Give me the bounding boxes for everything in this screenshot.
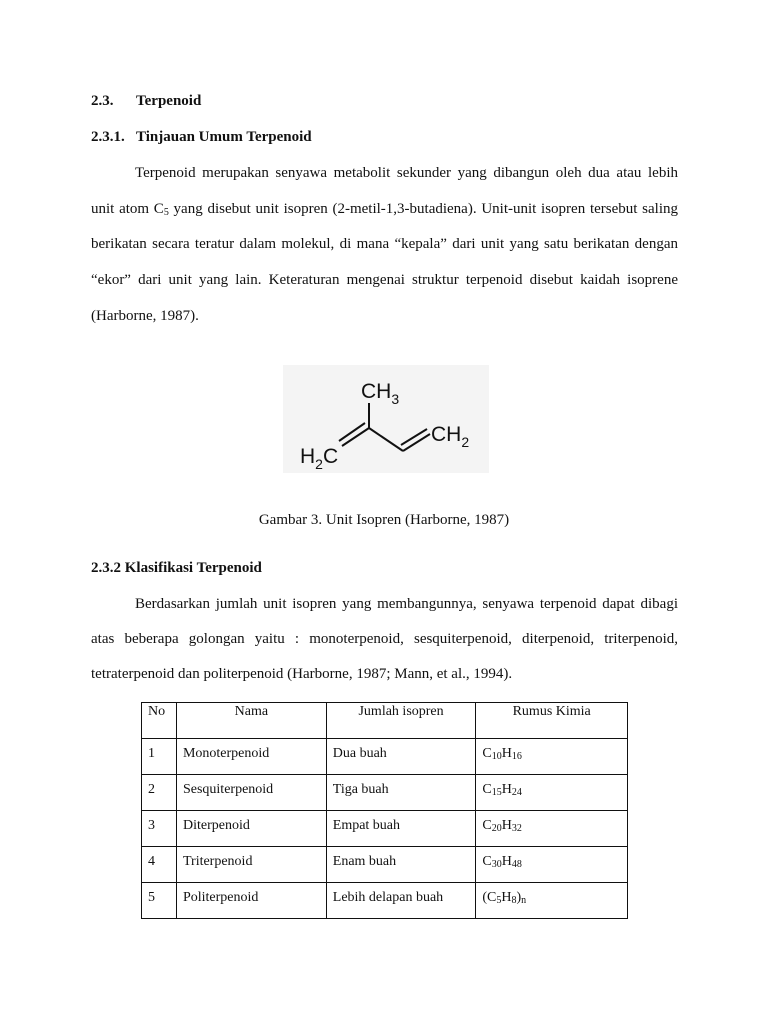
formula-text: ) [516, 890, 522, 905]
formula-subscript: 32 [511, 823, 522, 834]
paragraph2-line2: atas beberapa golongan yaitu : monoterpenoid, sesquiterpenoid, diterpenoid, triterpenoid, [91, 631, 678, 647]
subsection-title: Tinjauan Umum Terpenoid [136, 129, 312, 145]
row-no: 3 [142, 811, 177, 847]
row-nama: Triterpenoid [176, 847, 326, 883]
paragraph1-line2-post: yang disebut unit isopren (2-metil-1,3-butadiena). Unit-unit isopren tersebut saling [168, 201, 678, 217]
paragraph1-line2-pre: unit atom C [91, 201, 164, 217]
label-h2c: $H_2C$ [300, 445, 339, 472]
row-jumlah: Dua buah [326, 739, 476, 775]
paragraph1-line2 [91, 201, 678, 218]
label-ch3: $CH_3$ [361, 380, 400, 407]
row-nama: Diterpenoid [176, 811, 326, 847]
row-no: 5 [142, 883, 177, 919]
table-row [142, 775, 628, 811]
isoprene-figure [283, 365, 489, 473]
formula-subscript: 15 [491, 787, 502, 798]
row-jumlah: Enam buah [326, 847, 476, 883]
table-header-row [142, 703, 628, 739]
paragraph2-line1: Berdasarkan jumlah unit isopren yang membangunnya, senyawa terpenoid dapat dibagi [135, 596, 678, 612]
table-row [142, 883, 628, 919]
formula-subscript: 48 [511, 859, 522, 870]
formula-subscript: 20 [491, 823, 502, 834]
row-no: 4 [142, 847, 177, 883]
formula-text: C [482, 818, 492, 833]
formula-subscript: 30 [491, 859, 502, 870]
row-no: 2 [142, 775, 177, 811]
paragraph1-line2-sub: 5 [163, 207, 169, 218]
table-row [142, 811, 628, 847]
row-jumlah: Tiga buah [326, 775, 476, 811]
header-nama: Nama [176, 703, 326, 739]
subsection-number: 2.3.1. [91, 129, 125, 145]
table-body [142, 739, 628, 919]
formula-subscript: 8 [511, 895, 517, 906]
terpenoid-table [141, 702, 628, 919]
paragraph1-line5: (Harborne, 1987). [91, 308, 199, 324]
row-rumus [476, 811, 628, 847]
formula-text: C [482, 746, 492, 761]
bond-single [369, 428, 403, 451]
formula-text: H [501, 854, 512, 869]
figure-caption: Gambar 3. Unit Isopren (Harborne, 1987) [258, 512, 510, 528]
formula-text: H [501, 890, 512, 905]
formula-text: C [482, 782, 492, 797]
isoprene-structure [283, 365, 489, 473]
header-no: No [142, 703, 177, 739]
row-jumlah: Lebih delapan buah [326, 883, 476, 919]
formula-subscript: 16 [511, 751, 522, 762]
subsection2-title: 2.3.2 Klasifikasi Terpenoid [91, 560, 262, 576]
row-rumus [476, 775, 628, 811]
paragraph1-line4: “ekor” dari unit yang lain. Keteraturan mengenai struktur terpenoid disebut kaidah isoprene [91, 272, 678, 288]
label-ch2: $CH_2$ [431, 423, 470, 450]
row-nama: Monoterpenoid [176, 739, 326, 775]
formula-text: H [501, 818, 512, 833]
paragraph1-line3: berikatan secara teratur dalam molekul, di mana “kepala” dari unit yang satu berikatan dengan [91, 236, 678, 252]
row-no: 1 [142, 739, 177, 775]
header-jumlah: Jumlah isopren [326, 703, 476, 739]
row-rumus [476, 739, 628, 775]
row-rumus [476, 883, 628, 919]
paragraph2-line3: tetraterpenoid dan politerpenoid (Harborne, 1987; Mann, et al., 1994). [91, 666, 513, 682]
table-row [142, 847, 628, 883]
row-nama: Sesquiterpenoid [176, 775, 326, 811]
formula-subscript: n [521, 895, 527, 906]
section-title: Terpenoid [136, 93, 202, 109]
formula-subscript: 10 [491, 751, 502, 762]
formula-subscript: 24 [511, 787, 522, 798]
row-rumus [476, 847, 628, 883]
row-nama: Politerpenoid [176, 883, 326, 919]
formula-text: H [501, 746, 512, 761]
paragraph1-line1: Terpenoid merupakan senyawa metabolit sekunder yang dibangun oleh dua atau lebih [135, 165, 678, 181]
header-rumus: Rumus Kimia [476, 703, 628, 739]
section-number: 2.3. [91, 93, 114, 109]
formula-text: H [501, 782, 512, 797]
bond-double-b [401, 429, 427, 445]
table-row [142, 739, 628, 775]
formula-text: (C [482, 890, 497, 905]
formula-text: C [482, 854, 492, 869]
formula-subscript: 5 [496, 895, 502, 906]
row-jumlah: Empat buah [326, 811, 476, 847]
